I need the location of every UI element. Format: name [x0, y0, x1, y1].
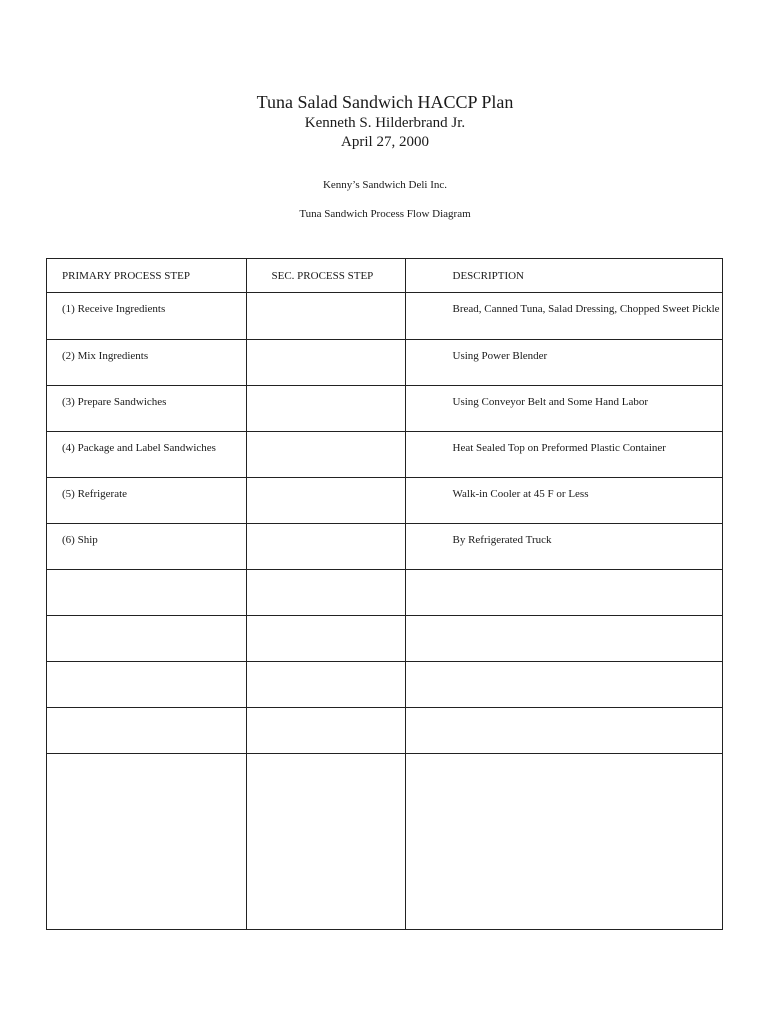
secondary-step-cell [246, 707, 405, 753]
primary-step-cell: (3) Prepare Sandwiches [47, 385, 246, 431]
process-flow-table-container [46, 258, 723, 930]
diagram-title: Tuna Sandwich Process Flow Diagram [299, 208, 471, 220]
description-cell: Walk-in Cooler at 45 F or Less [405, 477, 722, 523]
secondary-step-cell [246, 292, 405, 339]
secondary-step-cell [246, 385, 405, 431]
table-row [47, 569, 722, 615]
description-cell [405, 569, 722, 615]
primary-step-cell: (5) Refrigerate [47, 477, 246, 523]
description-cell [405, 661, 722, 707]
table-row [47, 753, 722, 929]
document-author: Kenneth S. Hilderbrand Jr. [304, 115, 466, 131]
primary-step-cell [47, 661, 246, 707]
secondary-step-cell [246, 431, 405, 477]
company-name: Kenny’s Sandwich Deli Inc. [322, 179, 448, 191]
description-cell: Using Power Blender [405, 339, 722, 385]
description-cell: Bread, Canned Tuna, Salad Dressing, Chopped Sweet Pickle [405, 292, 722, 339]
primary-step-cell: (1) Receive Ingredients [47, 292, 246, 339]
description-cell: Heat Sealed Top on Preformed Plastic Container [405, 431, 722, 477]
document-title: Tuna Salad Sandwich HACCP Plan [256, 92, 514, 112]
table-row [47, 661, 722, 707]
secondary-step-cell [246, 615, 405, 661]
primary-step-cell: (2) Mix Ingredients [47, 339, 246, 385]
secondary-step-cell [246, 753, 405, 929]
secondary-step-cell [246, 523, 405, 569]
table-row [47, 477, 722, 523]
description-cell [405, 707, 722, 753]
table-row [47, 385, 722, 431]
primary-step-cell [47, 615, 246, 661]
primary-step-cell: (6) Ship [47, 523, 246, 569]
column-header-secondary-step: SEC. PROCESS STEP [246, 259, 405, 292]
table-row [47, 523, 722, 569]
primary-step-cell: (4) Package and Label Sandwiches [47, 431, 246, 477]
secondary-step-cell [246, 477, 405, 523]
process-flow-table [47, 259, 722, 929]
secondary-step-cell [246, 661, 405, 707]
table-row [47, 339, 722, 385]
table-header-row [47, 259, 722, 292]
description-cell: Using Conveyor Belt and Some Hand Labor [405, 385, 722, 431]
document-date: April 27, 2000 [341, 134, 429, 150]
table-row [47, 615, 722, 661]
primary-step-cell [47, 753, 246, 929]
description-cell [405, 753, 722, 929]
secondary-step-cell [246, 339, 405, 385]
column-header-description: DESCRIPTION [405, 259, 722, 292]
description-cell [405, 615, 722, 661]
description-cell: By Refrigerated Truck [405, 523, 722, 569]
table-row [47, 292, 722, 339]
primary-step-cell [47, 707, 246, 753]
secondary-step-cell [246, 569, 405, 615]
table-row [47, 431, 722, 477]
primary-step-cell [47, 569, 246, 615]
column-header-primary-step: PRIMARY PROCESS STEP [47, 259, 246, 292]
table-row [47, 707, 722, 753]
